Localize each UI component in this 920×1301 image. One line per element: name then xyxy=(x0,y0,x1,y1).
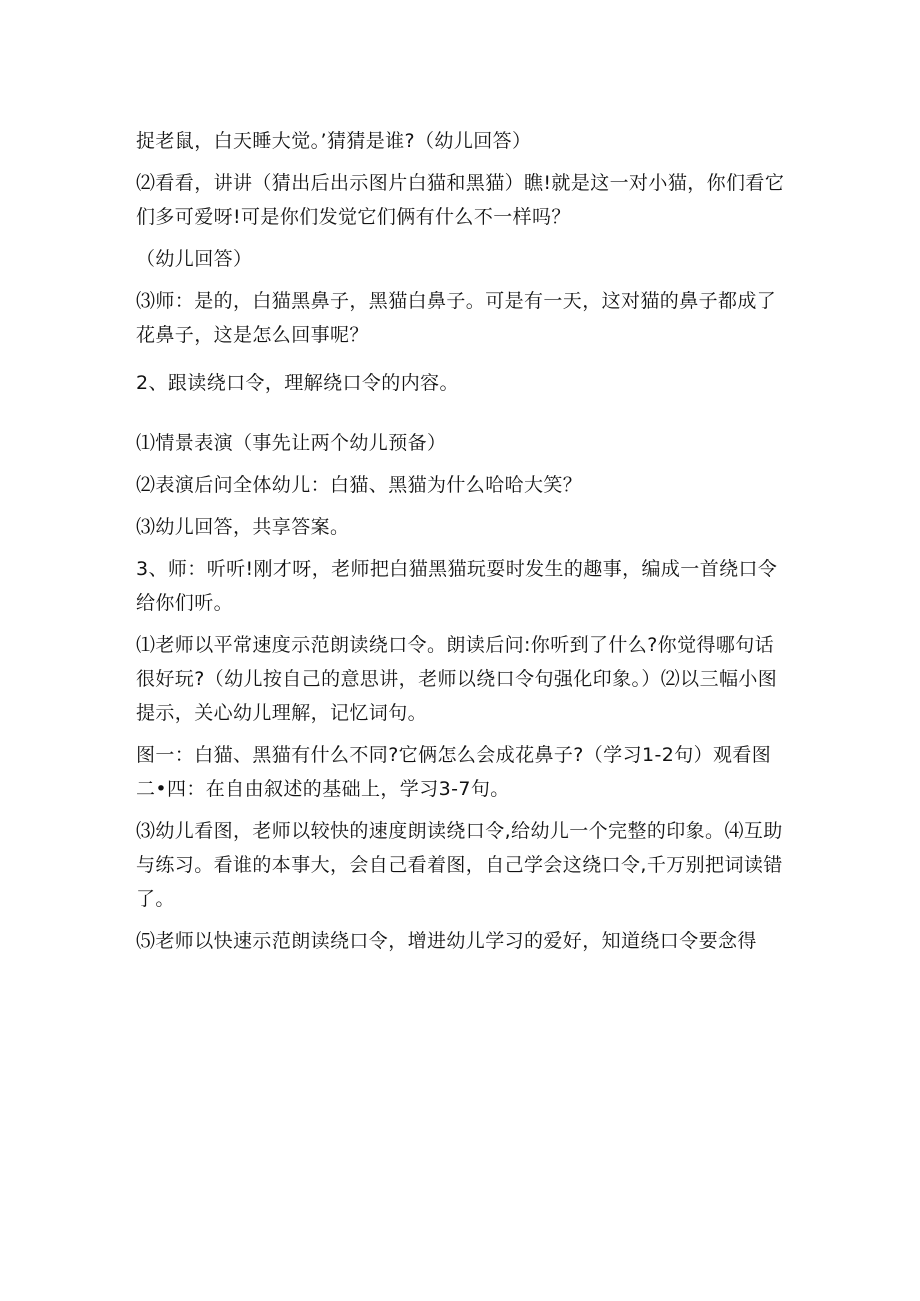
paragraph-8: ⑶幼儿回答，共享答案。 xyxy=(136,516,350,538)
paragraph-10: ⑴老师以平常速度示范朗读绕口令。朗读后问:你听到了什么?你觉得哪句话很好玩?（幼儿按自己的意思讲，老师以绕口令句强化印象。）⑵以三幅小图提示，关心幼儿理解，记忆词句。 xyxy=(136,634,778,724)
document-body xyxy=(136,124,786,958)
paragraph-13: ⑸老师以快速示范朗读绕口令，增进幼儿学习的爱好，知道绕口令要念得 xyxy=(136,930,757,952)
section-heading-2: 2、跟读绕口令，理解绕口令的内容。 xyxy=(136,372,459,394)
paragraph-12: ⑶幼儿看图，老师以较快的速度朗读绕口令,给幼儿一个完整的印象。⑷互助与练习。看谁的本事大，会自己看着图，自己学会这绕口令,千万别把词读错了。 xyxy=(136,820,783,910)
paragraph-6: ⑴情景表演（事先让两个幼儿预备） xyxy=(136,432,447,454)
paragraph-11: 图一：白猫、黑猫有什么不同?它俩怎么会成花鼻子?（学习1-2句）观看图二•四：在自由叙述的基础上，学习3-7句。 xyxy=(136,744,772,800)
paragraph-3: （幼儿回答） xyxy=(136,248,253,270)
paragraph-7: ⑵表演后问全体幼儿：白猫、黑猫为什么哈哈大笑？ xyxy=(136,474,583,496)
section-heading-3: 3、师：听听!刚才呀，老师把白猫黑猫玩耍时发生的趣事，编成一首绕口令给你们听。 xyxy=(136,558,778,614)
paragraph-4: ⑶师：是的，白猫黑鼻子，黑猫白鼻子。可是有一天，这对猫的鼻子都成了花鼻子，这是怎么回事呢？ xyxy=(136,290,777,346)
paragraph-1: 捉老鼠，白天睡大觉。’猜猜是谁?（幼儿回答） xyxy=(136,130,532,152)
paragraph-2: ⑵看看，讲讲（猜出后出示图片白猫和黑猫）瞧!就是这一对小猫，你们看它们多可爱呀!可是你们发觉它们俩有什么不一样吗？ xyxy=(136,172,785,228)
